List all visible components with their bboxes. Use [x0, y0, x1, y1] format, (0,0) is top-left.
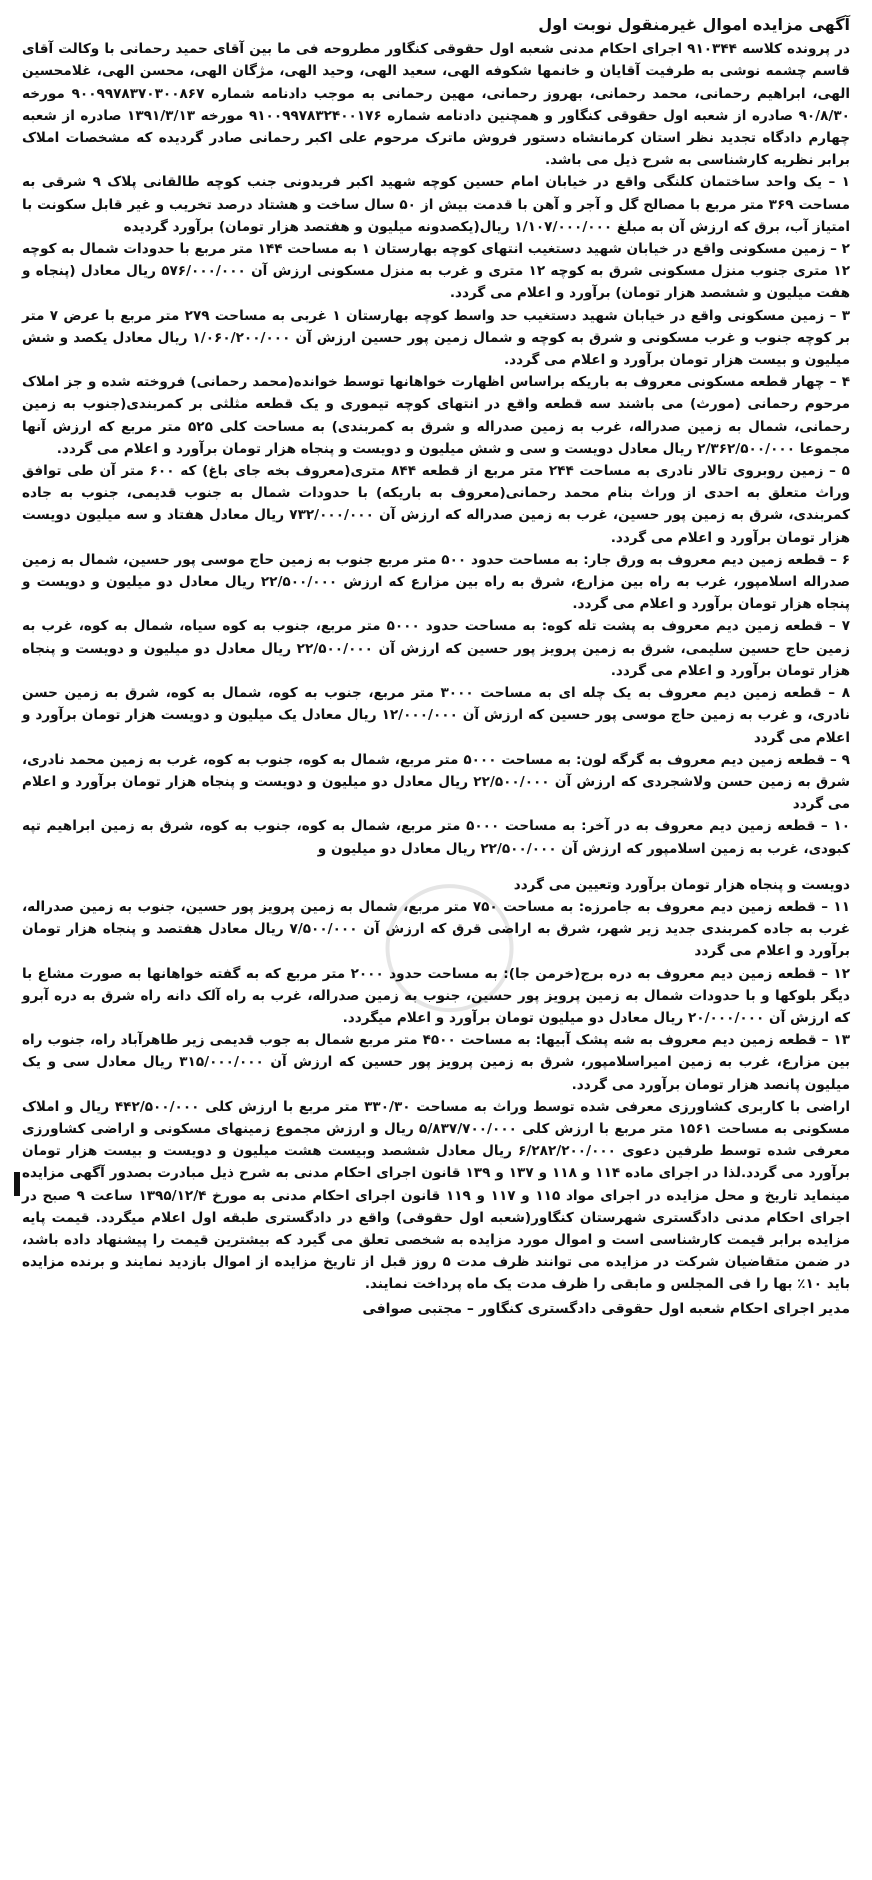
property-item-2: ۲ – زمین مسکونی واقع در خیابان شهید دستغیب انتهای کوچه بهارستان ۱ به مساحت ۱۴۴ متر مربع با حدودات شمال به کوچه ۱۲ متری جنوب منزل مسکونی شرق به کوچه ۱۲ متری و غرب به منزل مسکونی ارزش آن ۵۷۶/۰۰۰/۰۰۰ ریال معادل (پنجاه و هفت میلیون و ششصد هزار تومان) برآورد و اعلام می گردد. [22, 241, 850, 302]
scan-edge-mark [14, 1172, 20, 1196]
property-item-10: ۱۰ – قطعه زمین دیم معروف به در آخر: به مساحت ۵۰۰۰ متر مربع، شمال به کوه، جنوب به کوه، شرق به زمین ابراهیم تپه کبودی، غرب به زمین اسلامپور که ارزش آن ۲۲/۵۰۰/۰۰۰ ریال معادل دو میلیون و [22, 818, 850, 857]
auction-notice [22, 14, 850, 1320]
property-item-6: ۶ – قطعه زمین دیم معروف به ورق جار: به مساحت حدود ۵۰۰ متر مربع جنوب به زمین حاج موسی پور حسین، شمال به زمین صدراله اسلامپور، غرب به راه بین مزارع، شرق به راه بین مزارع که ارزش ۲۲/۵۰۰/۰۰۰ ریال معادل دو میلیون و دویست و پنجاه هزار تومان برآورد و اعلام می گردد. [22, 551, 850, 613]
property-item-7: ۷ – قطعه زمین دیم معروف به پشت تله کوه: به مساحت حدود ۵۰۰۰ متر مربع، جنوب به کوه سیاه، شمال به کوه، غرب به زمین حاج حسین سلیمی، شرق به زمین پرویز پور حسین که ارزش آن ۲۲/۵۰۰/۰۰۰ ریال معادل دو میلیون و دویست و پنجاه هزار تومان برآورد و اعلام می گردد. [22, 618, 850, 679]
property-item-8: ۸ – قطعه زمین دیم معروف به یک چله ای به مساحت ۳۰۰۰ متر مربع، جنوب به کوه، شمال به کوه، شرق به زمین حسن نادری، و غرب به زمین حاج موسی پور حسین که ارزش آن ۱۲/۰۰۰/۰۰۰ ریال معادل یک میلیون و دویست هزار تومان برآورد و اعلام می گردد [22, 685, 850, 746]
signature-line: مدیر اجرای احکام شعبه اول حقوقی دادگستری کنگاور – مجتبی صوافی [362, 1300, 850, 1317]
property-item-1: ۱ – یک واحد ساختمان کلنگی واقع در خیابان امام حسین کوچه شهید اکبر فریدونی جنب کوچه طالقانی پلاک ۹ شرقی به مساحت ۳۶۹ متر مربع با مصالح گل و آجر و آهن با قدمت بیش از ۵۰ سال ساخت و هشتاد درصد تخریب و غیر قابل سکونت با امتیاز آب، برق که ارزش آن به مبلغ ۱/۱۰۷/۰۰۰/۰۰۰ ریال(یکصدونه میلیون و هفتصد هزار تومان) برآورد گردیده [22, 174, 851, 235]
property-item-10-continuation: دویست و پنجاه هزار تومان برآورد وتعیین می گردد [513, 876, 850, 893]
auction-terms: اراضی با کاربری کشاورزی معرفی شده توسط وراث به مساحت ۳۳۰/۳۰ متر مربع با ارزش کلی ۴۴۲/۵۰۰/۰۰۰ ریال و املاک مسکونی به مساحت ۱۵۶۱ متر مربع با ارزش کلی ۵/۸۳۷/۷۰۰/۰۰۰ ریال و ارزش مجموع زمینهای مسکونی و اراضی کشاورزی معرفی شده توسط طرفین دعوی ۶/۲۸۲/۲۰۰/۰۰۰ ریال معادل ششصد وبیست هشت میلیون و دویست و بیست هزار تومان برآورد می گردد.لذا در اجرای ماده ۱۱۴ و ۱۱۸ و ۱۳۷ و ۱۳۹ قانون اجرای احکام مدنی به شرح ذیل مبادرت بصدور آگهی مزایده مینماید تاریخ و محل مزایده در اجرای مواد ۱۱۵ و ۱۱۷ و ۱۱۹ قانون اجرای احکام مدنی به مورخ ۱۳۹۵/۱۲/۴ ساعت ۹ صبح در اجرای احکام مدنی دادگستری شهرستان کنگاور(شعبه اول حقوقی) واقع در دادگستری طبقه اول اعلام میگردد. قیمت پایه مزایده برابر قیمت کارشناسی است و اموال مورد مزایده به شخصی تعلق می گیرد که بیشترین قیمت را پیشنهاد داده باشد، در ضمن متقاضیان شرکت در مزایده می توانند ظرف مدت ۵ روز قبل از تاریخ مزایده از اموال بازدید نمایند و برنده مزایده باید ۱۰٪ بها را فی المجلس و مابقی را ظرف مدت یک ماه پرداخت نمایند. [22, 1098, 851, 1293]
property-item-5: ۵ – زمین روبروی تالار نادری به مساحت ۲۴۴ متر مربع از قطعه ۸۴۴ متری(معروف بخه جای باغ) که ۶۰۰ متر آن طی توافق وراث متعلق به احدی از وراث بنام محمد رحمانی(معروف به باریکه) با حدودات شمال به جنوب قدیمی، جنوب به جاده کمربندی، شرق به زمین پور حسین، غرب به زمین صدراله که ارزش آن ۷۳۲/۰۰۰/۰۰۰ ریال معادل هفتاد و سه میلیون دویست هزار تومان برآورد و اعلام می گردد. [22, 463, 850, 546]
column-break [22, 860, 850, 874]
property-item-4: ۴ – چهار قطعه مسکونی معروف به باریکه براساس اظهارت خواهانها توسط خوانده(محمد رحمانی) فروخته شده و جز املاک مرحوم رحمانی (مورث) می باشند سه قطعه واقع در انتهای کوچه تیموری و یک قطعه مثلثی بر کمربندی(جنوب به زمین رحمانی، شمال به زمین صدراله، غرب به زمین صدراله و شرق به کمربندی) به مساحت کلی ۵۲۵ متر مربع که ارزش آنها مجموعا ۲/۳۶۲/۵۰۰/۰۰۰ ریال معادل دویست و سی و شش میلیون و دویست و پنجاه هزار تومان برآورد و اعلام می گردد. [22, 374, 850, 457]
notice-title: آگهی مزایده اموال غیرمنقول نوبت اول [538, 15, 850, 34]
property-item-12: ۱۲ – قطعه زمین دیم معروف به دره برج(خرمن جا): به مساحت حدود ۲۰۰۰ متر مربع که به گفته خواهانها به صورت مشاع با دیگر بلوکها و با حدودات شمال به زمین پرویز پور حسین، جنوب به زمین صدراله، غرب به راه آلک دانه راه شرق به دره آبرو که ارزش آن ۲۰/۰۰۰/۰۰۰ ریال معادل دو میلیون تومان برآورد و اعلام میگردد. [22, 965, 850, 1026]
property-item-9: ۹ – قطعه زمین دیم معروف به گرگه لون: به مساحت ۵۰۰۰ متر مربع، شمال به کوه، جنوب به کوه، غرب به زمین محمد نادری، شرق به زمین حسن ولاشجردی که ارزش آن ۲۲/۵۰۰/۰۰۰ ریال معادل دو میلیون و دویست و پنجاه هزار تومان برآورد و اعلام می گردد [22, 751, 850, 813]
property-item-13: ۱۳ – قطعه زمین دیم معروف به شه پشک آبیها: به مساحت ۴۵۰۰ متر مربع شمال به جوب قدیمی زیر طاهرآباد راه، جنوب راه بین مزارع، غرب به زمین امیراسلامپور، شرق به زمین پرویز پور حسین که ارزش آن ۳۱۵/۰۰۰/۰۰۰ ریال معادل سی و یک میلیون پانصد هزار تومان برآورد می گردد. [22, 1032, 850, 1093]
property-item-11: ۱۱ – قطعه زمین دیم معروف به جامرزه: به مساحت ۷۵۰ متر مربع، شمال به زمین پرویز پور حسین، جنوب به زمین صدراله، غرب به جاده کمربندی جدید زیر شهر، شرق به اراضی قرق که ارزش آن ۷/۵۰۰/۰۰۰ ریال معادل هفتصد و پنجاه هزار تومان برآورد و اعلام می گردد [22, 898, 851, 960]
property-item-3: ۳ – زمین مسکونی واقع در خیابان شهید دستغیب حد واسط کوچه بهارستان ۱ غربی به مساحت ۲۷۹ متر مربع با عرض ۷ متر بر کوچه جنوب و غرب مسکونی و شرق به کوچه و شمال زمین پور حسین ارزش آن ۱/۰۶۰/۲۰۰/۰۰۰ ریال معادل یکصد و شش میلیون و بیست هزار تومان برآورد و اعلام می گردد. [22, 307, 851, 369]
notice-intro: در پرونده کلاسه ۹۱۰۳۴۴ اجرای احکام مدنی شعبه اول حقوقی کنگاور مطروحه فی ما بین آقای حمید رحمانی با وکالت آقای قاسم چشمه نوشی به طرفیت آقایان و خانمها شکوفه الهی، سعید الهی، وحید الهی، مژگان الهی، محسن الهی، غلامحسین الهی، ابراهیم رحمانی، محمد رحمانی، بهروز رحمانی، مهین رحمانی به موجب دادنامه شماره ۹۰۰۹۹۷۸۳۷۰۳۰۰۸۶۷ مورخه ۹۰/۸/۳۰ صادره از شعبه اول حقوقی کنگاور و همچنین دادنامه شماره ۹۱۰۰۹۹۷۸۳۲۴۰۰۱۷۶ مورخه ۱۳۹۱/۳/۱۳ صادره از شعبه چهارم دادگاه تجدید نظر استان کرمانشاه دستور فروش ماترک مرحوم علی اکبر رحمانی صادر گردیده که مشخصات املاک برابر نظریه کارشناسی به شرح ذیل می باشد. [22, 41, 850, 169]
